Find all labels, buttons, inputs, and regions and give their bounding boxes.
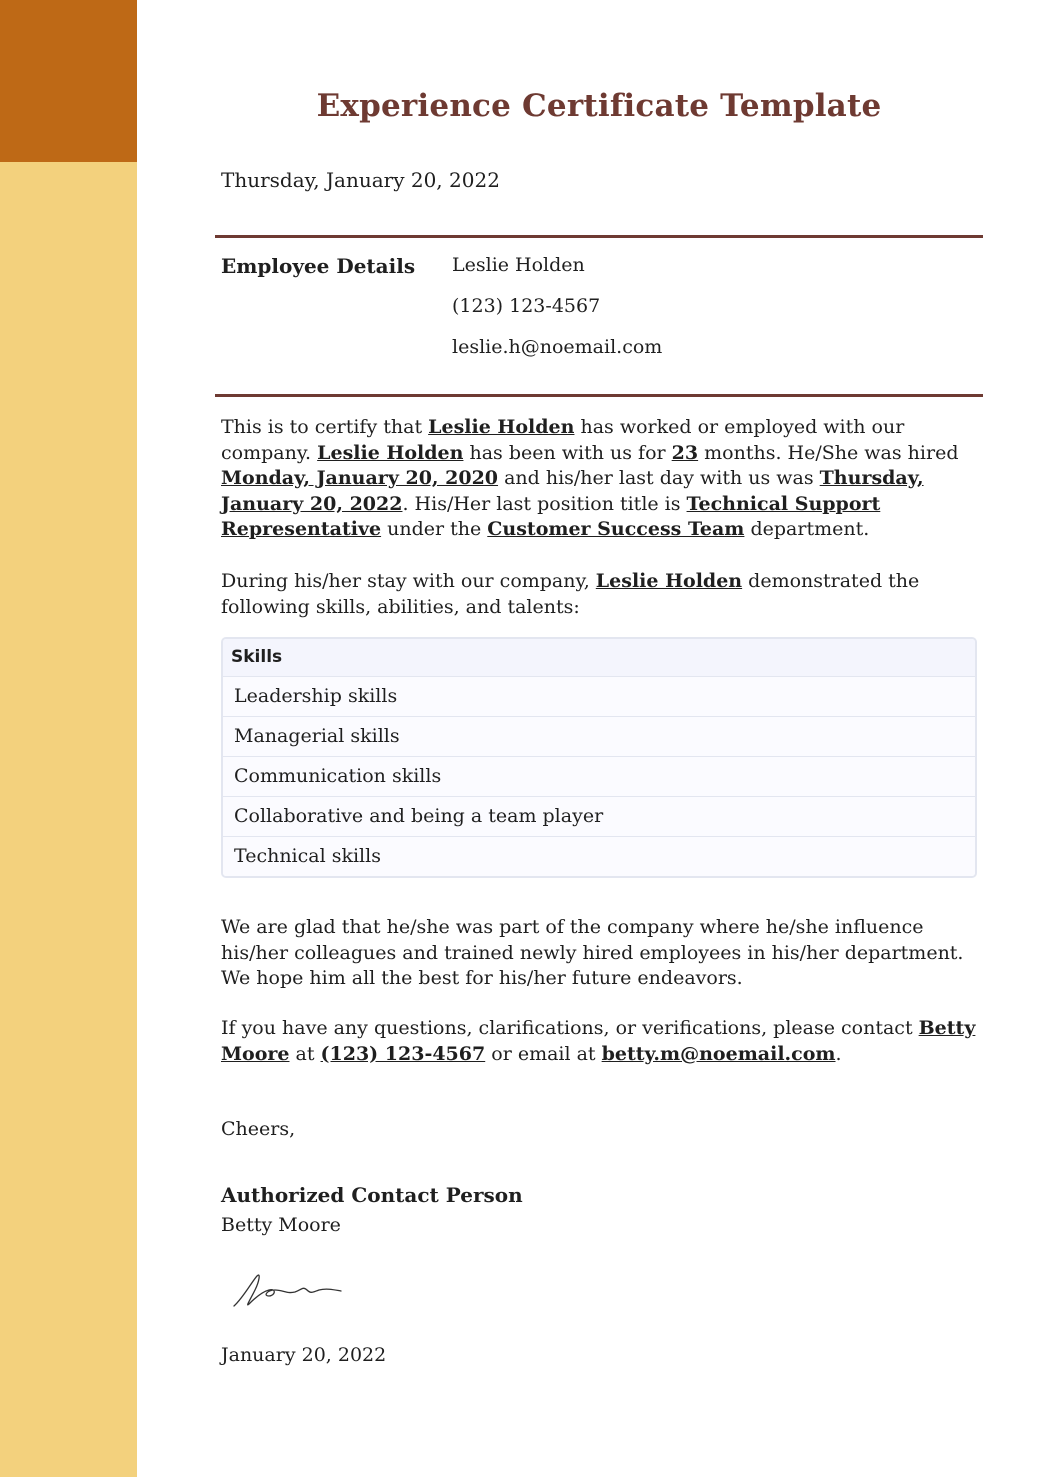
contact-name: Betty Moore — [221, 1017, 976, 1065]
hire-date: Monday, January 20, 2020 — [221, 467, 499, 489]
skills-intro-paragraph — [221, 569, 981, 620]
text: department. — [744, 518, 870, 540]
employee-name: Leslie Holden — [452, 254, 585, 276]
divider-top — [215, 235, 983, 238]
text: and his/her last day with us was — [498, 467, 820, 489]
contact-paragraph — [221, 1016, 981, 1067]
employee-email: leslie.h@noemail.com — [452, 336, 663, 358]
employee-phone: (123) 123-4567 — [452, 295, 601, 317]
signature-label: Authorized Contact Person — [221, 1183, 523, 1207]
last-day: Thursday, January 20, 2022 — [221, 467, 924, 515]
closing-remarks-paragraph: We are glad that he/she was part of the company where he/she influence his/her colleagues and trained newly hired employees in his/her department. We hope him all the best for his/her future endeavors. — [221, 916, 964, 989]
text: under the — [381, 518, 488, 540]
employee-details-label: Employee Details — [221, 254, 416, 278]
text: If you have any questions, clarifications, or verifications, please contact — [221, 1017, 919, 1039]
skills-table — [221, 637, 977, 878]
months-count: 23 — [671, 441, 699, 464]
text: or email at — [485, 1042, 602, 1065]
text: . His/Her last position title is — [402, 492, 687, 515]
certification-paragraph — [221, 415, 981, 543]
handwritten-signature — [231, 1268, 356, 1316]
contact-email: betty.m@noemail.com — [601, 1042, 836, 1065]
employee-name-ref: Leslie Holden — [317, 441, 464, 464]
page-title: Experience Certificate Template — [316, 88, 882, 124]
table-row: Technical skills — [223, 837, 975, 876]
table-row: Communication skills — [223, 757, 975, 797]
text: . — [835, 1042, 842, 1065]
table-row: Managerial skills — [223, 717, 975, 757]
contact-phone: (123) 123-4567 — [320, 1042, 486, 1065]
employee-name-ref: Leslie Holden — [428, 416, 575, 438]
document-date: Thursday, January 20, 2022 — [221, 168, 500, 192]
skills-table-header: Skills — [223, 639, 975, 677]
text: has worked or employed with our company. — [221, 416, 905, 464]
text: During his/her stay with our company, — [221, 570, 596, 592]
divider-bottom — [215, 394, 983, 397]
text: months. He/She was hired — [698, 441, 959, 464]
signature-date: January 20, 2022 — [221, 1344, 387, 1366]
table-row: Collaborative and being a team player — [223, 797, 975, 837]
text: at — [289, 1042, 321, 1065]
text: This is to certify that — [221, 416, 429, 438]
sidebar-fill-block — [0, 162, 137, 1477]
employee-name-ref: Leslie Holden — [595, 570, 743, 592]
table-row: Leadership skills — [223, 677, 975, 717]
department-name: Customer Success Team — [487, 518, 745, 540]
text: has been with us for — [463, 441, 672, 464]
signatory-name: Betty Moore — [221, 1214, 341, 1236]
closing-salutation: Cheers, — [221, 1118, 296, 1140]
text: demonstrated the following skills, abilities, and talents: — [221, 570, 920, 618]
position-title: Technical Support Representative — [221, 492, 881, 540]
sidebar-decoration — [0, 0, 137, 1477]
employee-details — [452, 254, 662, 377]
sidebar-accent-block — [0, 0, 137, 162]
